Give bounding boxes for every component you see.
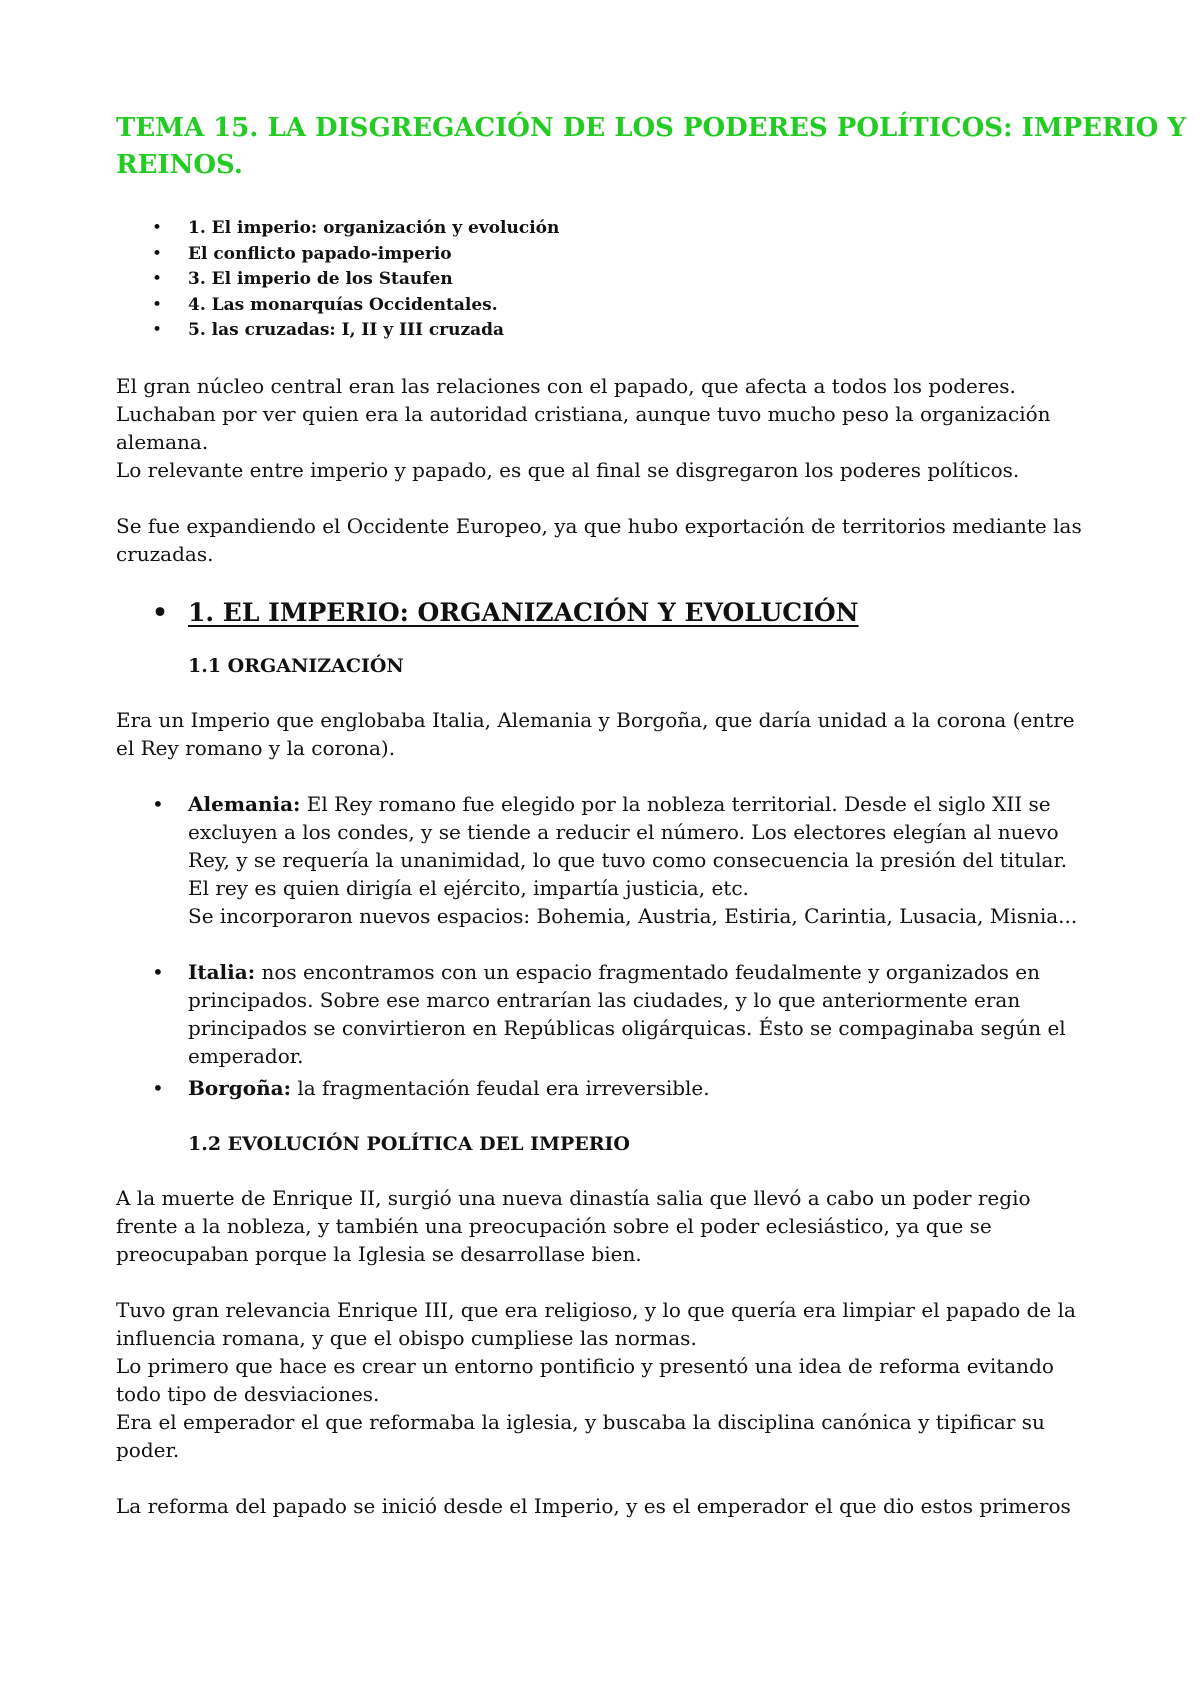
item-label: Italia: <box>188 959 256 984</box>
toc-item: • 3. El imperio de los Staufen <box>116 267 1090 293</box>
toc-item: • 5. las cruzadas: I, II y III cruzada <box>116 318 1090 344</box>
bullet-icon: • <box>152 1075 164 1100</box>
bullet-icon: • <box>152 791 164 816</box>
bullet-icon: • <box>152 959 164 984</box>
organization-paragraph: Era un Imperio que englobaba Italia, Alemania y Borgoña, que daría unidad a la corona (entre el Rey romano y la corona). <box>116 707 1075 760</box>
evolution-paragraph: Tuvo gran relevancia Enrique III, que era religioso, y lo que quería era limpiar el papado de la influencia romana, y que el obispo cumpliese las normas. Lo primero que hace es crear un entorno pontificio y presentó una idea de reforma evitando todo tipo de desviaciones. Era el emperador el que reformaba la iglesia, y buscaba la disciplina canónica y tipificar su poder. <box>116 1297 1076 1462</box>
document-title <box>116 110 1187 184</box>
intro-paragraph: El gran núcleo central eran las relaciones con el papado, que afecta a todos los poderes. Luchaban por ver quien era la autoridad cristiana, aunque tuvo mucho peso la organización alemana. Lo relevante entre imperio y papado, es que al final se disgregaron los poderes políticos. <box>116 373 1051 482</box>
item-label: Borgoña: <box>188 1075 291 1100</box>
item-label: Alemania: <box>188 791 301 816</box>
list-item-alemania: • Alemania: El Rey romano fue elegido por la nobleza territorial. Desde el siglo XII se excluyen a los condes, y se tiende a reducir el número. Los electores elegían al nuevo Rey, y se requería la unanimidad, lo que tuvo como consecuencia la presión del titular. El rey es quien dirigía el ejército, impartía justicia, etc. Se incorporaron nuevos espacios: Bohemia, Austria, Estiria, Carintia, Lusacia, Misnia... <box>152 791 1078 928</box>
table-of-contents <box>116 216 1090 344</box>
evolution-paragraph: A la muerte de Enrique II, surgió una nueva dinastía salia que llevó a cabo un poder regio frente a la nobleza, y también una preocupación sobre el poder eclesiástico, ya que se preocupaban porque la Iglesia se desarrollase bien. <box>116 1185 1031 1266</box>
list-item-italia: • Italia: nos encontramos con un espacio fragmentado feudalmente y organizados en principados. Sobre ese marco entrarían las ciudades, y lo que anteriormente eran principados se convirtieron en Repúblicas oligárquicas. Ésto se compaginaba según el emperador. <box>152 959 1066 1068</box>
bullet-icon: • <box>152 269 163 289</box>
toc-item: • 4. Las monarquías Occidentales. <box>116 293 1090 319</box>
title-line: REINOS. <box>116 150 243 180</box>
list-item-borgona: • Borgoña: la fragmentación feudal era irreversible. <box>152 1075 710 1100</box>
title-line: TEMA 15. LA DISGREGACIÓN DE LOS PODERES POLÍTICOS: IMPERIO Y <box>116 113 1187 143</box>
subsection-heading: 1.2 EVOLUCIÓN POLÍTICA DEL IMPERIO <box>188 1132 630 1155</box>
bullet-icon: • <box>152 243 163 264</box>
bullet-icon: • <box>152 294 163 315</box>
intro-paragraph: Se fue expandiendo el Occidente Europeo, ya que hubo exportación de territorios mediante las cruzadas. <box>116 513 1082 566</box>
bullet-icon: • <box>152 218 163 238</box>
bullet-icon: • <box>152 320 163 340</box>
subsection-heading: 1.1 ORGANIZACIÓN <box>188 654 404 677</box>
toc-item: • El conflicto papado-imperio <box>116 242 1090 268</box>
section-heading: • 1. EL IMPERIO: ORGANIZACIÓN Y EVOLUCIÓN <box>116 596 1090 630</box>
evolution-paragraph: La reforma del papado se inició desde el Imperio, y es el emperador el que dio estos primeros <box>116 1493 1071 1518</box>
bullet-icon: • <box>152 597 168 627</box>
toc-item: • 1. El imperio: organización y evolución <box>116 216 1090 242</box>
